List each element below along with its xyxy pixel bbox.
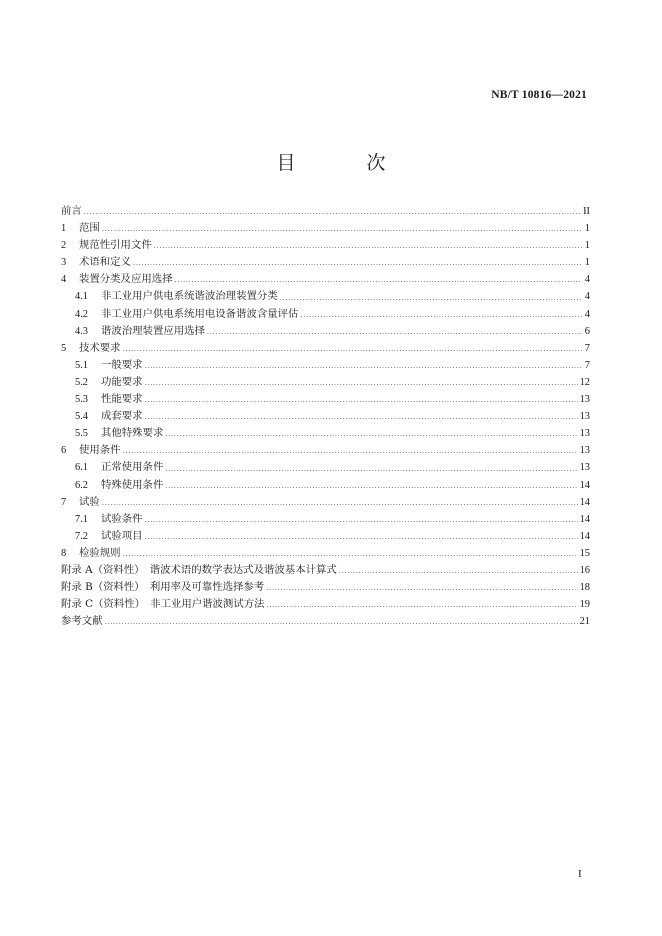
toc-entry-label: 试验 xyxy=(79,495,100,508)
toc-entry[interactable] xyxy=(61,391,590,408)
toc-entry-page: 14 xyxy=(579,479,590,491)
toc-entry-page: 14 xyxy=(579,496,590,508)
toc-entry-number: 6.2 xyxy=(75,479,88,491)
toc-entry-number: 3 xyxy=(61,257,67,269)
toc-entry-label: 性能要求 xyxy=(101,393,143,406)
toc-entry-page: 7 xyxy=(584,359,590,371)
toc-entry-number: 7.2 xyxy=(75,530,88,542)
dot-leader xyxy=(339,567,578,579)
toc-entry-page: 13 xyxy=(579,394,590,406)
toc-entry-number: 5.5 xyxy=(75,428,88,440)
toc-entry-number: 4.1 xyxy=(75,291,88,303)
dot-leader xyxy=(84,208,581,220)
toc-entry[interactable] xyxy=(61,562,590,579)
toc-entry-label: 前言 xyxy=(61,205,82,217)
toc-entry-number: 7 xyxy=(61,496,67,508)
toc-entry-page: 6 xyxy=(584,325,590,337)
toc-entry-label: 范围 xyxy=(79,222,100,235)
toc-entry[interactable] xyxy=(61,528,590,545)
toc-entry-number: 2 xyxy=(61,240,67,252)
toc-entry-label: 规范性引用文件 xyxy=(79,239,152,252)
toc-entry-page: 12 xyxy=(579,376,590,388)
toc-entry-number: 4.2 xyxy=(75,308,88,320)
dot-leader xyxy=(123,345,582,357)
toc-entry-label: 检验规则 xyxy=(79,546,121,559)
dot-leader xyxy=(207,328,582,340)
dot-leader xyxy=(102,225,582,237)
toc-entry-label: 技术要求 xyxy=(79,341,121,354)
dot-leader xyxy=(145,379,578,391)
toc-entry-page: 14 xyxy=(579,530,590,542)
toc-entry-page: 1 xyxy=(584,240,590,252)
toc-entry-page: 18 xyxy=(579,582,590,594)
toc-entry-number: 6.1 xyxy=(75,462,88,474)
toc-entry-page: 4 xyxy=(584,274,590,286)
toc-entry-label: 正常使用条件 xyxy=(101,461,164,474)
toc-entry-label: 非工业用户供电系统谐波治理装置分类 xyxy=(101,290,278,303)
table-of-contents xyxy=(61,203,590,630)
toc-entry-page: 21 xyxy=(579,616,590,628)
toc-entry[interactable] xyxy=(61,477,590,494)
toc-entry-page: 13 xyxy=(579,428,590,440)
toc-entry-label: 附录 B（资料性） 利用率及可靠性选择参考 xyxy=(61,581,265,594)
toc-entry[interactable] xyxy=(61,237,590,254)
standard-code: NB/T 10816—2021 xyxy=(491,89,587,101)
toc-entry-label: 成套要求 xyxy=(101,410,143,423)
toc-entry-number: 4.3 xyxy=(75,325,88,337)
toc-entry-page: 14 xyxy=(579,513,590,525)
toc-entry[interactable] xyxy=(61,340,590,357)
toc-entry-label: 试验条件 xyxy=(101,512,143,525)
dot-leader xyxy=(133,259,582,271)
toc-entry-number: 1 xyxy=(61,223,67,235)
toc-entry[interactable] xyxy=(61,203,590,220)
dot-leader xyxy=(102,499,578,511)
dot-leader xyxy=(165,465,577,477)
toc-entry[interactable] xyxy=(61,511,590,528)
dot-leader xyxy=(280,294,582,306)
toc-entry[interactable] xyxy=(61,254,590,271)
toc-entry-label: 一般要求 xyxy=(101,358,143,371)
toc-entry-number: 7.1 xyxy=(75,513,88,525)
toc-entry-label: 使用条件 xyxy=(79,444,121,457)
page-number: I xyxy=(578,868,582,880)
dot-leader xyxy=(300,311,582,323)
toc-entry-number: 6 xyxy=(61,445,67,457)
toc-entry[interactable] xyxy=(61,545,590,562)
toc-entry-label: 装置分类及应用选择 xyxy=(79,273,173,286)
dot-leader xyxy=(145,516,578,528)
toc-entry[interactable] xyxy=(61,408,590,425)
toc-entry-label: 功能要求 xyxy=(101,375,143,388)
toc-entry[interactable] xyxy=(61,306,590,323)
dot-leader xyxy=(145,533,578,545)
dot-leader xyxy=(145,362,582,374)
toc-entry-page: 13 xyxy=(579,462,590,474)
dot-leader xyxy=(105,618,578,630)
toc-entry-number: 5.2 xyxy=(75,376,88,388)
toc-entry-label: 其他特殊要求 xyxy=(101,427,164,440)
toc-entry-page: 7 xyxy=(584,342,590,354)
toc-entry-page: 16 xyxy=(579,564,590,576)
toc-entry-label: 附录 A（资料性） 谐波术语的数学表达式及谐波基本计算式 xyxy=(61,563,337,576)
toc-entry-label: 附录 C（资料性） 非工业用户谐波测试方法 xyxy=(61,598,265,611)
toc-entry-page: 1 xyxy=(584,257,590,269)
toc-entry-page: II xyxy=(583,206,590,217)
toc-entry-label: 术语和定义 xyxy=(79,256,131,269)
toc-entry-number: 4 xyxy=(61,274,67,286)
toc-entry[interactable] xyxy=(61,459,590,476)
page-title: 目 次 xyxy=(276,152,412,174)
toc-entry[interactable] xyxy=(61,374,590,391)
toc-entry[interactable] xyxy=(61,425,590,442)
toc-entry-number: 5.4 xyxy=(75,411,88,423)
toc-entry[interactable] xyxy=(61,613,590,630)
toc-entry-page: 13 xyxy=(579,445,590,457)
toc-entry-page: 1 xyxy=(584,223,590,235)
dot-leader xyxy=(145,396,578,408)
dot-leader xyxy=(154,242,582,254)
dot-leader xyxy=(123,447,578,459)
toc-entry-label: 试验项目 xyxy=(101,529,143,542)
dot-leader xyxy=(123,550,578,562)
toc-entry[interactable] xyxy=(61,323,590,340)
toc-entry-label: 特殊使用条件 xyxy=(101,478,164,491)
dot-leader xyxy=(266,584,577,596)
dot-leader xyxy=(175,276,582,288)
toc-entry[interactable] xyxy=(61,271,590,288)
toc-entry-page: 4 xyxy=(584,291,590,303)
toc-entry[interactable] xyxy=(61,357,590,374)
toc-entry[interactable] xyxy=(61,220,590,237)
toc-entry-label: 非工业用户供电系统用电设备谐波含量评估 xyxy=(101,307,299,320)
dot-leader xyxy=(266,601,577,613)
toc-entry-page: 19 xyxy=(579,599,590,611)
toc-entry-number: 8 xyxy=(61,547,67,559)
toc-entry-number: 5.1 xyxy=(75,359,88,371)
toc-entry[interactable] xyxy=(61,596,590,613)
toc-entry-label: 谐波治理装置应用选择 xyxy=(101,324,205,337)
toc-entry[interactable] xyxy=(61,288,590,305)
dot-leader xyxy=(145,413,578,425)
toc-entry-label: 参考文献 xyxy=(61,615,103,628)
toc-entry-number: 5 xyxy=(61,342,67,354)
toc-entry[interactable] xyxy=(61,494,590,511)
toc-entry-page: 13 xyxy=(579,411,590,423)
toc-entry[interactable] xyxy=(61,442,590,459)
dot-leader xyxy=(165,482,577,494)
toc-entry-page: 15 xyxy=(579,547,590,559)
toc-entry-page: 4 xyxy=(584,308,590,320)
toc-entry[interactable] xyxy=(61,579,590,596)
dot-leader xyxy=(165,430,577,442)
toc-entry-number: 5.3 xyxy=(75,394,88,406)
